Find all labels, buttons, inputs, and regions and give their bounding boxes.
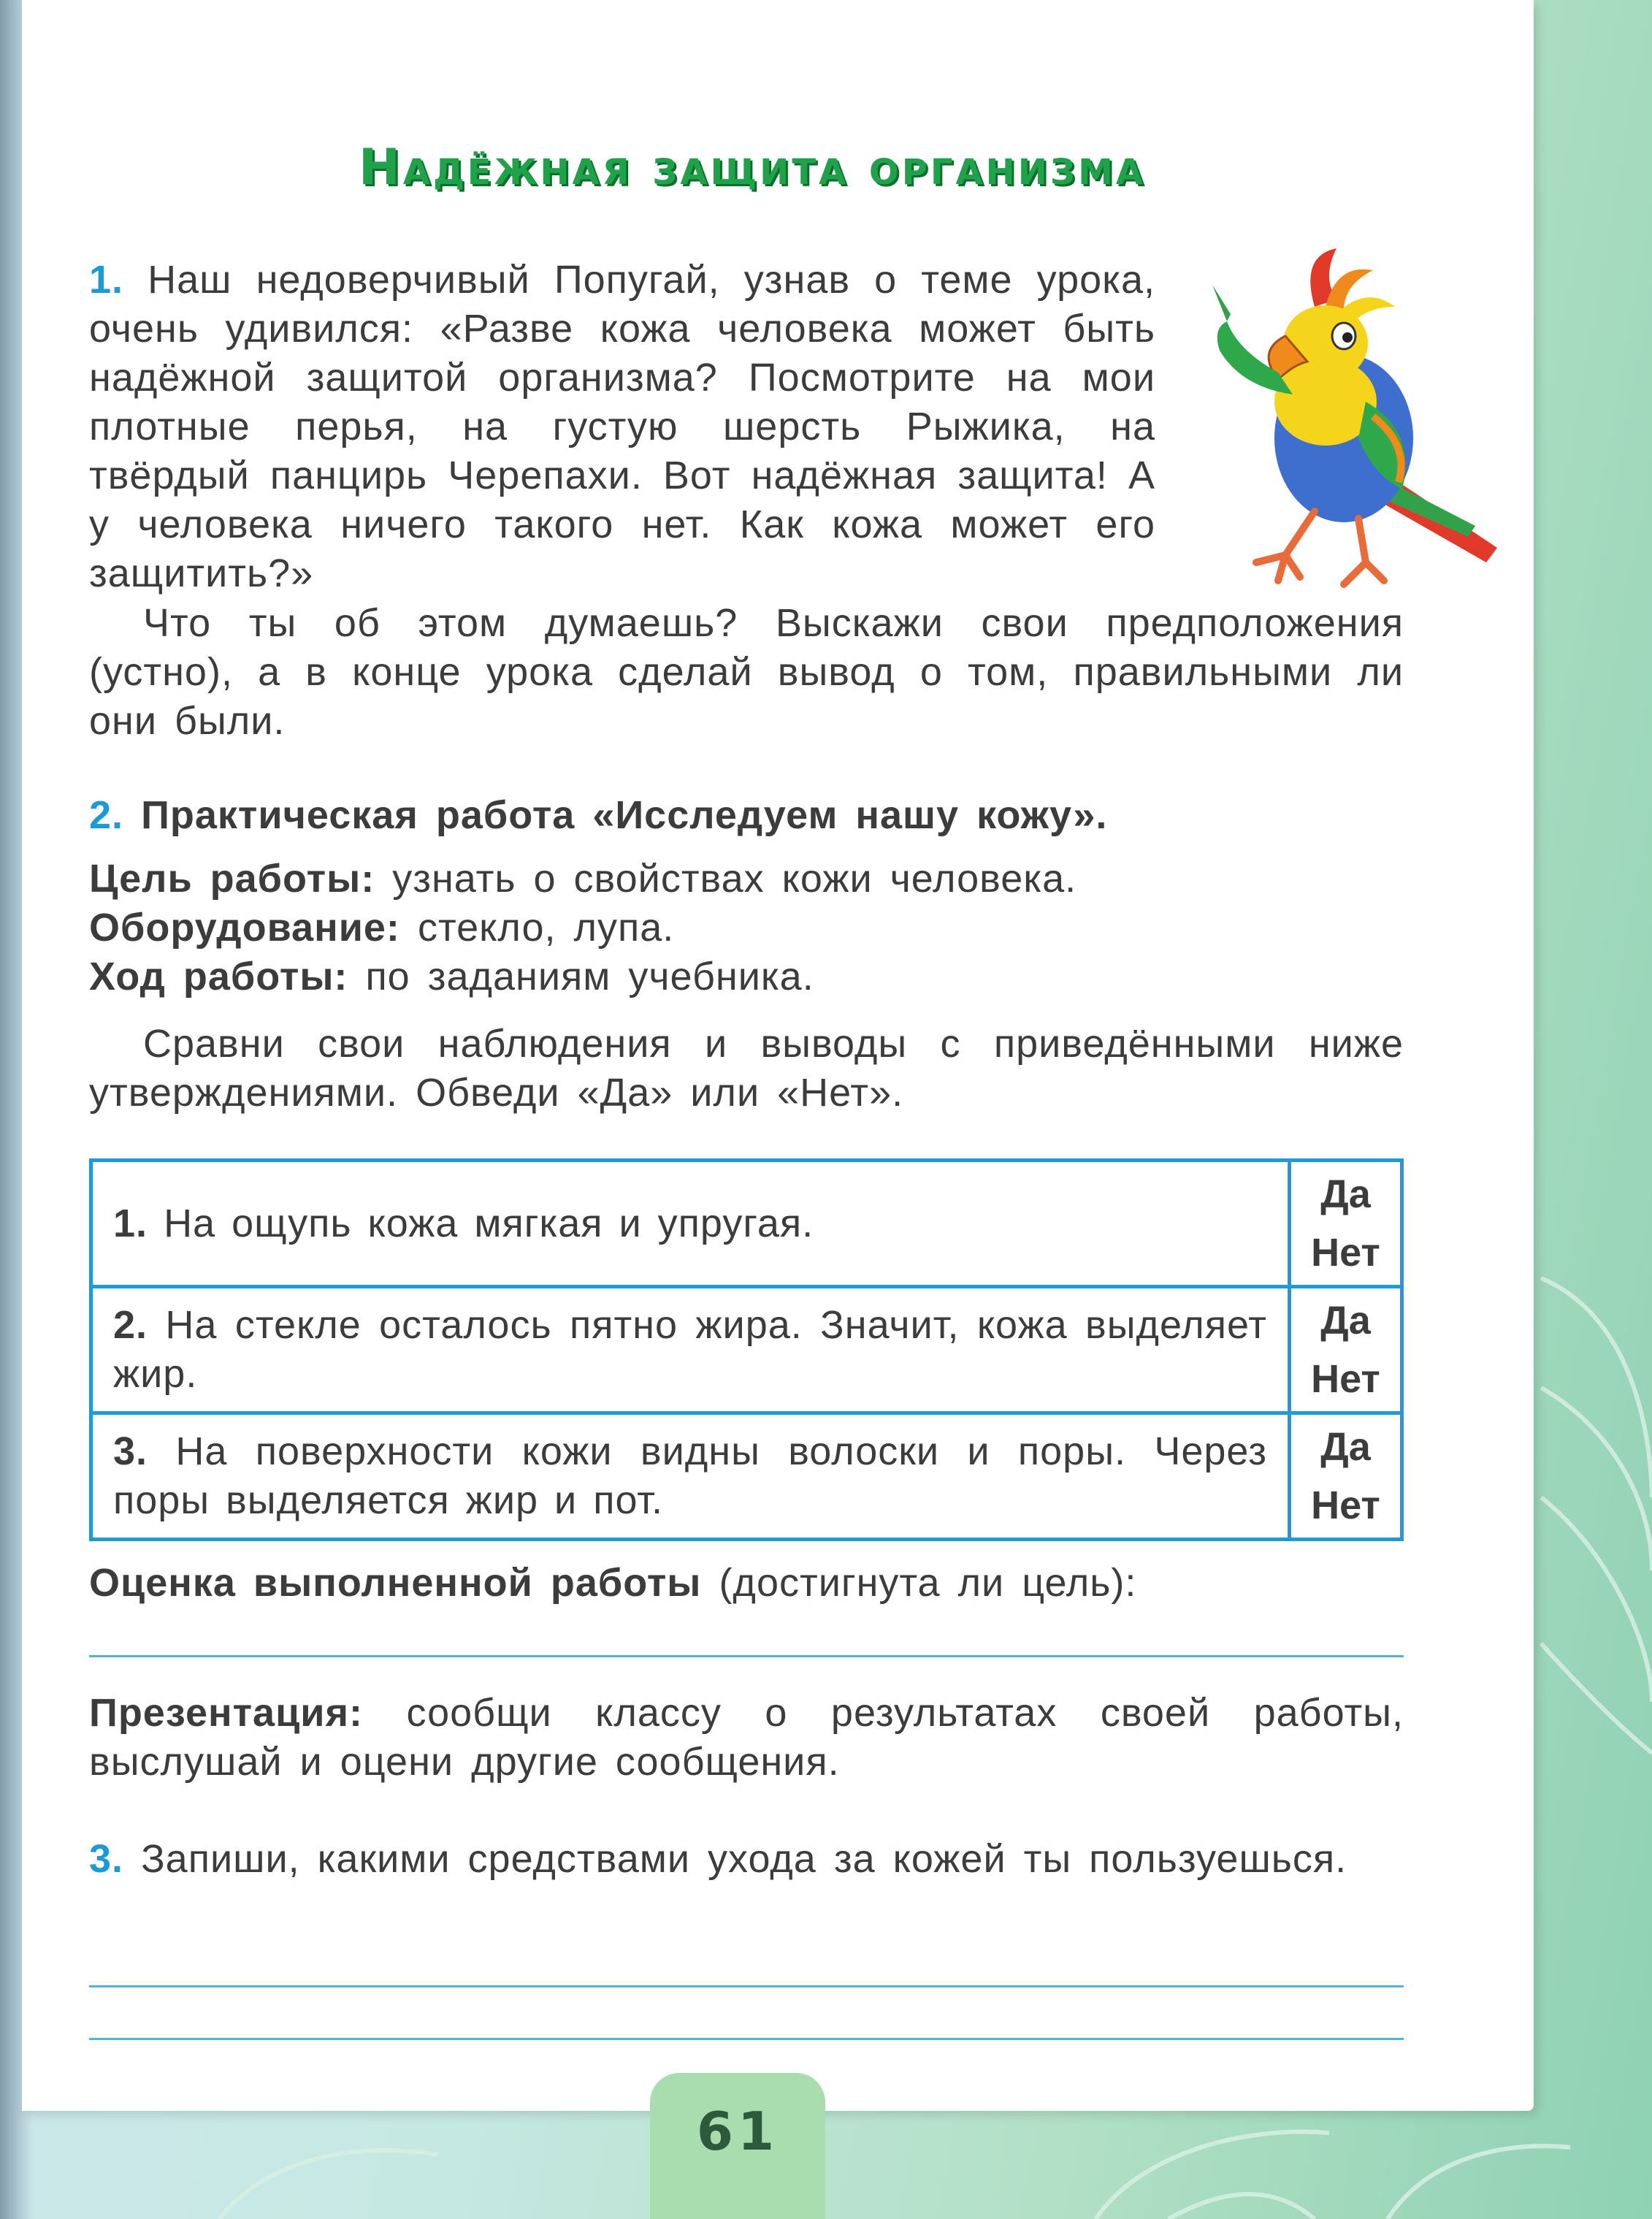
- answer-yes[interactable]: Да: [1320, 1425, 1371, 1469]
- equipment-text: стекло, лупа.: [417, 906, 675, 950]
- task-2-number: 2.: [89, 793, 124, 837]
- statement-cell: [91, 1287, 1290, 1413]
- answer-no[interactable]: Нет: [1311, 1231, 1380, 1275]
- process-text: по заданиям учебника.: [365, 955, 814, 998]
- task-3-number: 3.: [89, 1837, 124, 1881]
- statement-text: На стекле осталось пятно жира. Значит, кожа выделяет жир.: [113, 1303, 1267, 1396]
- evaluation-text: (достигнута ли цель):: [719, 1561, 1137, 1605]
- compare-text: Сравни свои наблюдения и выводы с приведёнными ниже утверждениями. Обведи «Да» или «Нет».: [89, 1022, 1404, 1115]
- goal-text: узнать о свойствах кожи человека.: [392, 857, 1077, 901]
- process-label: Ход работы:: [89, 955, 348, 998]
- evaluation-answer-line[interactable]: [89, 1655, 1404, 1657]
- answer-yes[interactable]: Да: [1320, 1172, 1371, 1216]
- page-title: Надёжная защита организма: [358, 139, 1146, 196]
- statement-text: На ощупь кожа мягкая и упругая.: [164, 1201, 814, 1245]
- statement-number: 1.: [113, 1201, 148, 1245]
- equipment-label: Оборудование:: [89, 906, 400, 950]
- statement-number: 3.: [113, 1429, 148, 1473]
- task-3-answer-line[interactable]: [89, 1985, 1404, 1987]
- task-2-heading: Практическая работа «Исследуем нашу кожу».: [141, 793, 1108, 837]
- answer-cell: [1290, 1161, 1402, 1287]
- table-row: [91, 1161, 1402, 1287]
- presentation-label: Презентация:: [89, 1691, 363, 1735]
- task-3-block: [89, 1835, 1404, 1884]
- answer-cell: [1290, 1287, 1402, 1413]
- statements-table: [89, 1158, 1404, 1541]
- answer-yes[interactable]: Да: [1320, 1299, 1371, 1343]
- table-row: [91, 1287, 1402, 1413]
- task-1-number: 1.: [89, 258, 124, 302]
- parrot-illustration: [1198, 241, 1504, 592]
- evaluation-row: [89, 1559, 1404, 1608]
- task-3-answer-line[interactable]: [89, 2038, 1404, 2040]
- task-3-text: Запиши, какими средствами ухода за кожей ты пользуешься.: [141, 1837, 1347, 1881]
- compare-instruction: [89, 1020, 1404, 1118]
- table-row: [91, 1413, 1402, 1540]
- presentation-block: [89, 1689, 1404, 1787]
- answer-no[interactable]: Нет: [1311, 1357, 1380, 1401]
- answer-no[interactable]: Нет: [1311, 1483, 1380, 1527]
- evaluation-label: Оценка выполненной работы: [89, 1561, 702, 1605]
- task-1-text-block: [89, 256, 1155, 598]
- statement-text: На поверхности кожи видны волоски и поры. Через поры выделяется жир и пот.: [113, 1429, 1267, 1522]
- task-2-heading-row: [89, 791, 1404, 840]
- task-1-text: Наш недоверчивый Попугай, узнав о теме урока, очень удивился: «Разве кожа человека может быть надёжной защитой организма? Посмотрите на мои плотные перья, на густую шерсть Рыжика, на твёрдый панцирь Черепахи. Вот надёжная защита! А у человека ничего такого нет. Как кожа может его защитить?»: [89, 258, 1155, 595]
- task-1-followup-text: Что ты об этом думаешь? Выскажи свои предположения (устно), а в конце урока сделай вывод о том, правильными ли они были.: [89, 601, 1404, 743]
- page-number: 61: [650, 2073, 825, 2219]
- task-2-details: [89, 855, 1404, 1001]
- answer-cell: [1290, 1413, 1402, 1540]
- presentation-text: сообщи классу о результатах своей работы, выслушай и оцени другие сообщения.: [89, 1691, 1404, 1784]
- task-1-followup: [89, 599, 1404, 746]
- statement-cell: [91, 1161, 1290, 1287]
- statement-cell: [91, 1413, 1290, 1540]
- statement-number: 2.: [113, 1303, 148, 1347]
- goal-label: Цель работы:: [89, 857, 375, 901]
